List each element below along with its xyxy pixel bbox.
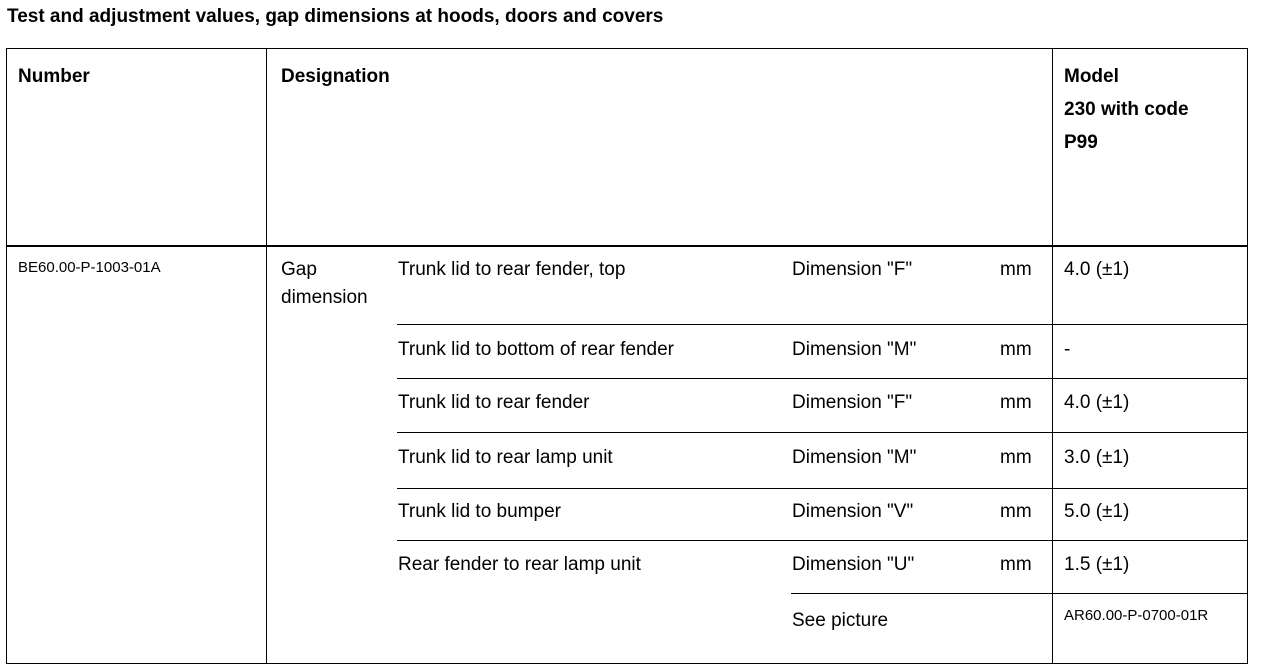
picture-reference: AR60.00-P-0700-01R <box>1064 607 1209 624</box>
item-dimension: Dimension "M" <box>792 447 917 468</box>
item-location: Rear fender to rear lamp unit <box>398 554 641 575</box>
item-location: Trunk lid to bumper <box>398 501 561 522</box>
item-value: 4.0 (±1) <box>1064 259 1130 280</box>
item-dimension: Dimension "M" <box>792 339 917 360</box>
item-unit: mm <box>1000 501 1032 522</box>
row-divider <box>397 540 1247 541</box>
item-unit: mm <box>1000 259 1032 280</box>
item-unit: mm <box>1000 554 1032 575</box>
item-unit: mm <box>1000 339 1032 360</box>
item-dimension: Dimension "F" <box>792 259 913 280</box>
group-label-line2: dimension <box>281 287 368 308</box>
spec-table <box>6 48 1248 664</box>
column-divider-number <box>266 49 267 663</box>
item-value: 4.0 (±1) <box>1064 392 1130 413</box>
header-model-line2: 230 with code <box>1064 99 1189 120</box>
item-dimension: Dimension "F" <box>792 392 913 413</box>
item-value: 5.0 (±1) <box>1064 501 1130 522</box>
row-divider <box>397 378 1247 379</box>
header-number: Number <box>18 66 90 87</box>
row-divider <box>397 488 1247 489</box>
page-title: Test and adjustment values, gap dimensions at hoods, doors and covers <box>7 6 664 27</box>
column-divider-model <box>1052 49 1053 663</box>
item-dimension: Dimension "U" <box>792 554 915 575</box>
item-dimension: Dimension "V" <box>792 501 914 522</box>
header-divider <box>7 245 1247 247</box>
item-location: Trunk lid to rear fender, top <box>398 259 626 280</box>
item-unit: mm <box>1000 392 1032 413</box>
item-location: Trunk lid to bottom of rear fender <box>398 339 674 360</box>
row-divider <box>791 593 1247 594</box>
row-divider <box>397 432 1247 433</box>
see-picture-label: See picture <box>792 610 889 631</box>
item-value: 1.5 (±1) <box>1064 554 1130 575</box>
item-location: Trunk lid to rear lamp unit <box>398 447 613 468</box>
header-designation: Designation <box>281 66 390 87</box>
item-location: Trunk lid to rear fender <box>398 392 590 413</box>
header-model-line1: Model <box>1064 66 1119 87</box>
item-value: 3.0 (±1) <box>1064 447 1130 468</box>
header-model-line3: P99 <box>1064 132 1098 153</box>
group-label-line1: Gap <box>281 259 317 280</box>
row-divider <box>397 324 1247 325</box>
item-unit: mm <box>1000 447 1032 468</box>
document-number: BE60.00-P-1003-01A <box>18 259 161 276</box>
item-value: - <box>1064 339 1071 360</box>
